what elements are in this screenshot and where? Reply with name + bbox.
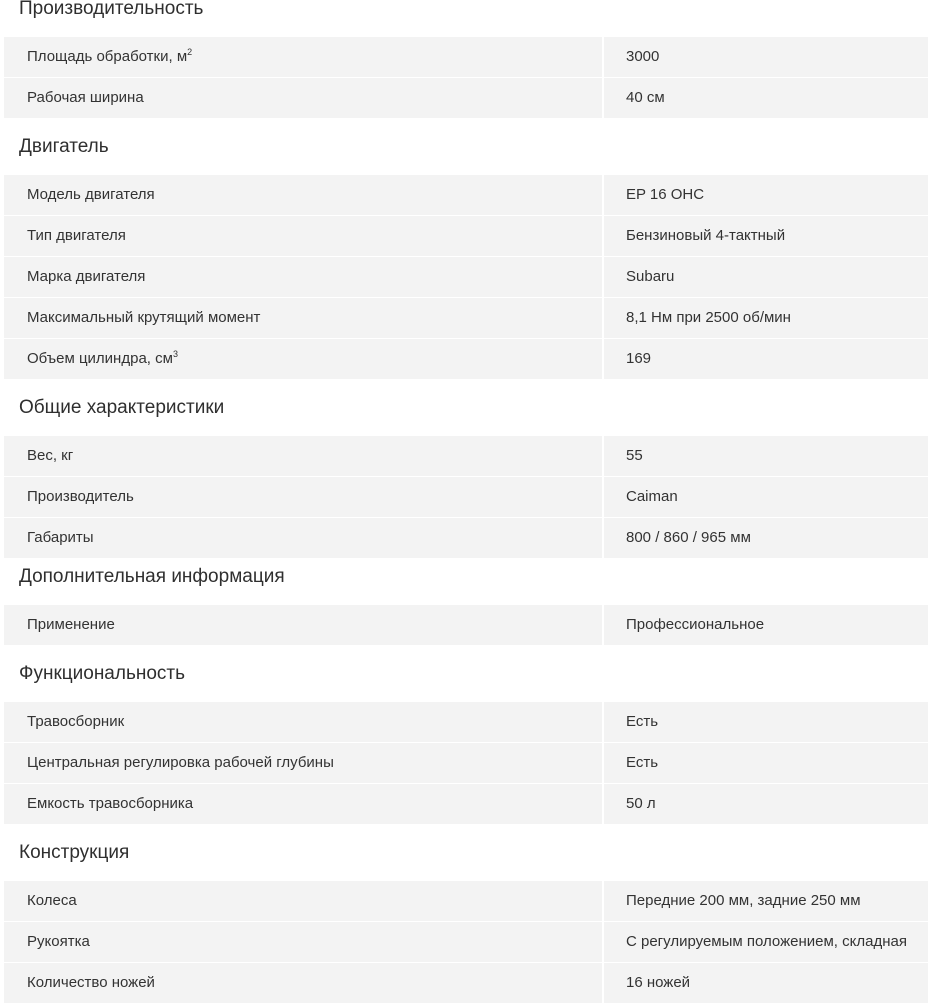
spec-value: EP 16 OHC bbox=[626, 186, 705, 203]
spec-label bbox=[4, 37, 602, 77]
spec-value: 800 / 860 / 965 мм bbox=[626, 529, 751, 546]
spec-label: Количество ножей bbox=[27, 974, 155, 991]
spec-label: Габариты bbox=[27, 529, 94, 546]
spec-label: Колеса bbox=[27, 892, 77, 909]
spec-label: Модель двигателя bbox=[27, 186, 155, 203]
spec-value: Subaru bbox=[626, 268, 675, 285]
spec-row bbox=[4, 37, 928, 77]
spec-label-superscript: 3 bbox=[172, 349, 178, 359]
spec-label: Рабочая ширина bbox=[27, 89, 144, 106]
spec-label: Максимальный крутящий момент bbox=[27, 309, 261, 326]
section-title-functionality: Функциональность bbox=[19, 663, 186, 684]
spec-row bbox=[4, 743, 928, 783]
spec-label: Марка двигателя bbox=[27, 268, 146, 285]
spec-value: 169 bbox=[626, 350, 652, 367]
spec-label: Вес, кг bbox=[27, 447, 74, 464]
section-title-engine: Двигатель bbox=[19, 136, 109, 157]
section-title-additional: Дополнительная информация bbox=[19, 566, 285, 587]
spec-label: Производитель bbox=[27, 488, 134, 505]
spec-row bbox=[4, 963, 928, 1003]
spec-value: Передние 200 мм, задние 250 мм bbox=[626, 892, 861, 909]
section-title-construction: Конструкция bbox=[19, 842, 130, 863]
spec-row bbox=[4, 477, 928, 517]
spec-row bbox=[4, 881, 928, 921]
section-title-general: Общие характеристики bbox=[19, 397, 225, 418]
spec-label-superscript: 2 bbox=[187, 47, 193, 57]
spec-row bbox=[4, 518, 928, 558]
spec-label: Центральная регулировка рабочей глубины bbox=[27, 754, 334, 771]
spec-value: С регулируемым положением, складная bbox=[626, 933, 907, 950]
spec-value: 8,1 Нм при 2500 об/мин bbox=[626, 309, 791, 326]
spec-value: Есть bbox=[626, 713, 659, 730]
spec-label: Травосборник bbox=[27, 713, 125, 730]
spec-label: Применение bbox=[27, 616, 115, 633]
spec-label: Тип двигателя bbox=[27, 227, 126, 244]
spec-row bbox=[4, 298, 928, 338]
spec-row bbox=[4, 175, 928, 215]
section-title-performance: Производительность bbox=[19, 0, 204, 19]
spec-label-text: Площадь обработки, м bbox=[27, 48, 188, 65]
spec-label: Емкость травосборника bbox=[27, 795, 194, 812]
spec-row bbox=[4, 257, 928, 297]
spec-value: 3000 bbox=[626, 48, 660, 65]
spec-row bbox=[4, 605, 928, 645]
spec-row bbox=[4, 702, 928, 742]
spec-value: 40 см bbox=[626, 89, 665, 106]
spec-label-text: Объем цилиндра, см bbox=[27, 350, 173, 367]
spec-value: 55 bbox=[626, 447, 643, 464]
spec-value: 16 ножей bbox=[626, 974, 691, 991]
spec-value: 50 л bbox=[626, 795, 656, 812]
spec-row bbox=[4, 922, 928, 962]
spec-row bbox=[4, 78, 928, 118]
spec-label: Рукоятка bbox=[27, 933, 90, 950]
spec-value: Caiman bbox=[626, 488, 678, 505]
spec-label bbox=[4, 339, 602, 379]
spec-value: Профессиональное bbox=[626, 616, 765, 633]
spec-row bbox=[4, 339, 928, 379]
spec-value: Бензиновый 4-тактный bbox=[626, 227, 786, 244]
spec-value: Есть bbox=[626, 754, 659, 771]
spec-row bbox=[4, 216, 928, 256]
spec-row bbox=[4, 784, 928, 824]
spec-row bbox=[4, 436, 928, 476]
